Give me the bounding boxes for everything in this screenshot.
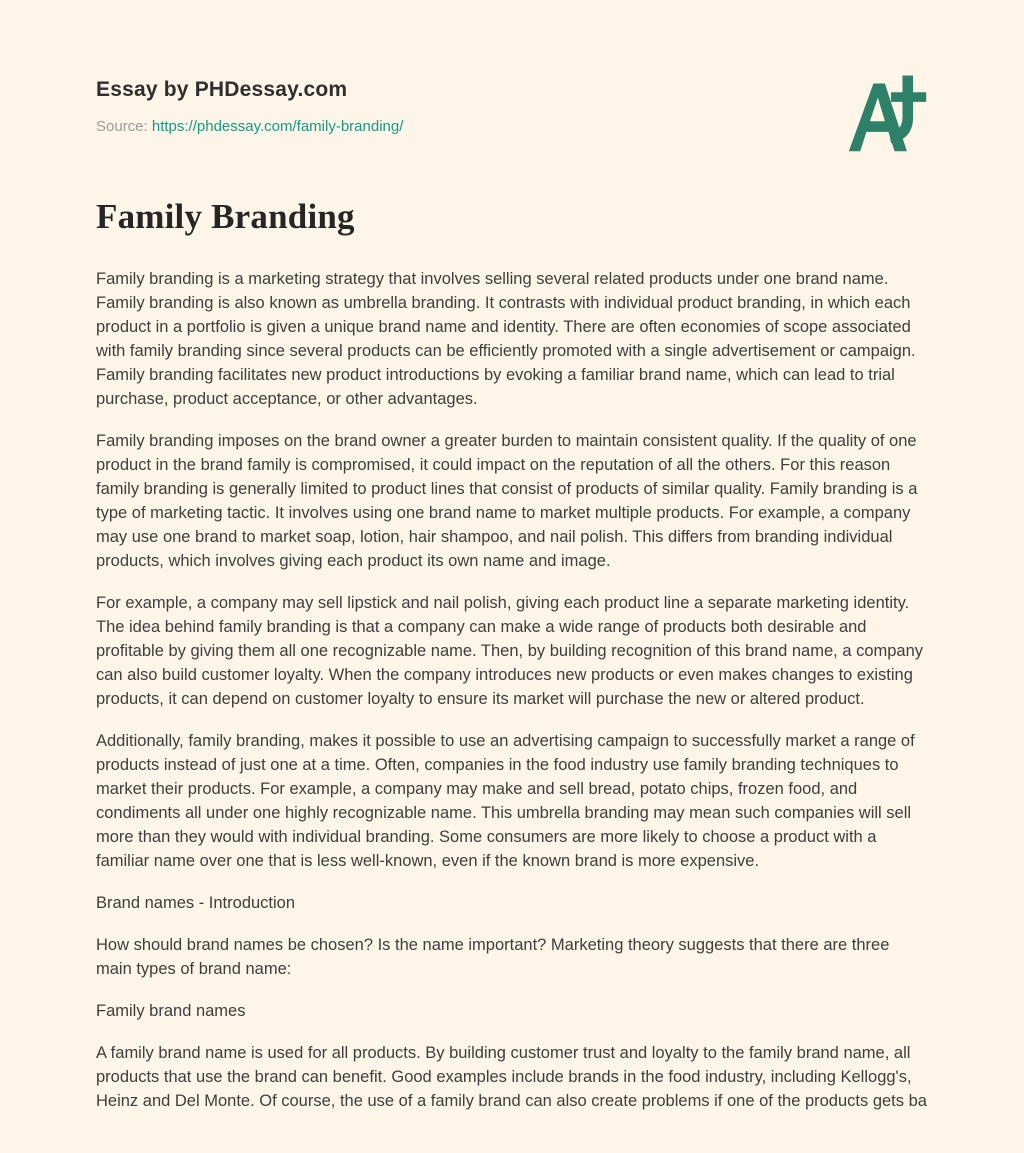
source-label: Source: bbox=[96, 118, 148, 135]
source-url-link[interactable]: https://phdessay.com/family-branding/ bbox=[151, 118, 404, 135]
source-line bbox=[96, 118, 928, 135]
paragraph: Family branding is a marketing strategy that involves selling several related products under one brand name. Family branding is also known as umbrella branding. It contrasts with individual product branding, in which each product in a portfolio is given a unique brand name and identity. There are often economies of scope associated with family branding since several products can be efficiently promoted with a single advertisement or campaign. Family branding facilitates new product introductions by evoking a familiar brand name, which can lead to trial purchase, product acceptance, or other advantages. bbox=[96, 270, 916, 408]
essay-title: Family Branding bbox=[96, 197, 355, 236]
essay-body bbox=[96, 267, 928, 1113]
section-heading: Family brand names bbox=[96, 1002, 246, 1020]
paragraph: Family branding imposes on the brand owner a greater burden to maintain consistent quality. If the quality of one product in the brand family is compromised, it could impact on the reputation of all the others. For this reason family branding is generally limited to product lines that consist of products of similar quality. Family branding is a type of marketing tactic. It involves using one brand name to market multiple products. For example, a company may use one brand to market soap, lotion, hair shampoo, and nail polish. This differs from branding individual products, which involves giving each product its own name and image. bbox=[96, 432, 918, 570]
byline: Essay by PHDessay.com bbox=[96, 78, 348, 101]
page-header bbox=[96, 78, 928, 135]
paragraph: For example, a company may sell lipstick and nail polish, giving each product line a separate marketing identity. The idea behind family branding is that a company can make a wide range of products both desirable and profitable by giving them all one recognizable name. Then, by building recognition of this brand name, a company can also build customer loyalty. When the company introduces new products or even makes changes to existing products, it can depend on customer loyalty to ensure its market will purchase the new or altered product. bbox=[96, 594, 924, 708]
phdessay-aplus-logo-icon bbox=[840, 70, 928, 162]
paragraph: Additionally, family branding, makes it possible to use an advertising campaign to successfully market a range of products instead of just one at a time. Often, companies in the food industry use family branding techniques to market their products. For example, a company may make and sell bread, potato chips, frozen food, and condiments all under one highly recognizable name. This umbrella branding may mean such companies will sell more than they would with individual branding. Some consumers are more likely to choose a product with a familiar name over one that is less well-known, even if the known brand is more expensive. bbox=[96, 732, 915, 870]
section-heading: Brand names - Introduction bbox=[96, 894, 296, 912]
paragraph: A family brand name is used for all products. By building customer trust and loyalty to the family brand name, all products that use the brand can benefit. Good examples include brands in the food industry, including Kellogg's, Heinz and Del Monte. Of course, the use of a family brand can also create problems if one of the products gets ba bbox=[96, 1044, 927, 1110]
paragraph: How should brand names be chosen? Is the name important? Marketing theory suggests that there are three main types of brand name: bbox=[96, 936, 890, 978]
